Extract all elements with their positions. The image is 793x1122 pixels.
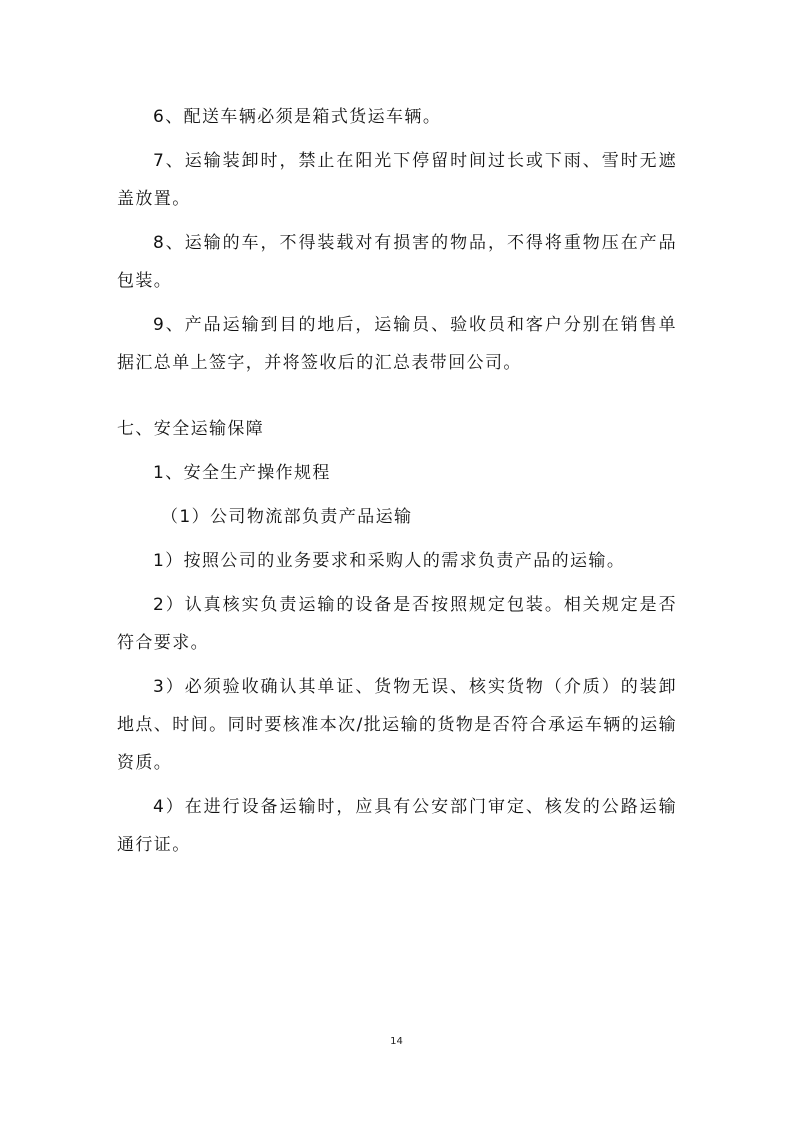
subsection-clause: （1）公司物流部负责产品运输 <box>161 507 413 527</box>
document-body <box>117 98 677 870</box>
section-heading: 七、安全运输保障 <box>117 419 265 439</box>
paragraph-item-8: 8、运输的车，不得装载对有损害的物品，不得将重物压在产品包装。 <box>117 233 677 291</box>
clause-item-2: 2）认真核实负责运输的设备是否按照规定包装。相关规定是否符合要求。 <box>117 595 677 653</box>
page-number: 14 <box>390 1036 403 1047</box>
clause-item-1: 1）按照公司的业务要求和采购人的需求负责产品的运输。 <box>153 551 626 571</box>
paragraph-item-9: 9、产品运输到目的地后，运输员、验收员和客户分别在销售单据汇总单上签字，并将签收后的汇总表带回公司。 <box>117 315 677 373</box>
paragraph-item-6: 6、配送车辆必须是箱式货运车辆。 <box>153 107 442 127</box>
clause-item-4: 4）在进行设备运输时，应具有公安部门审定、核发的公路运输通行证。 <box>117 797 677 855</box>
paragraph-item-7: 7、运输装卸时，禁止在阳光下停留时间过长或下雨、雪时无遮盖放置。 <box>117 151 677 209</box>
clause-item-3: 3）必须验收确认其单证、货物无误、核实货物（介质）的装卸地点、时间。同时要核准本次/批运输的货物是否符合承运车辆的运输资质。 <box>117 677 677 773</box>
subsection-heading: 1、安全生产操作规程 <box>153 463 331 483</box>
